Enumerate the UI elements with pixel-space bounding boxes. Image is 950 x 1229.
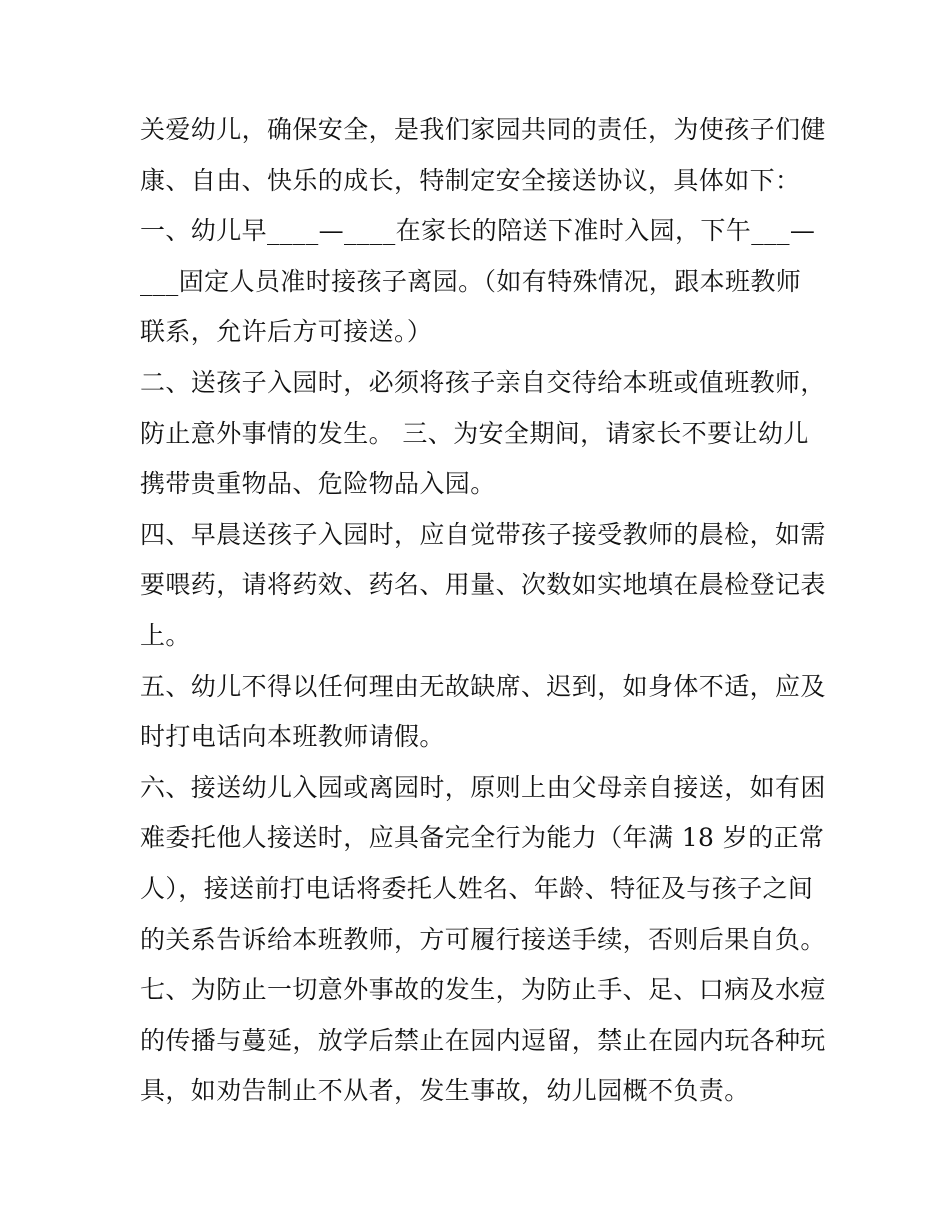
text-line: 上。 — [140, 620, 191, 650]
text-line: 二、送孩子入园时，必须将孩子亲自交待给本班或值班教师， — [140, 367, 826, 397]
text-line: 的传播与蔓延，放学后禁止在园内逗留，禁止在园内玩各种玩 — [140, 1025, 826, 1055]
text-line: 七、为防止一切意外事故的发生，为防止手、足、口病及水痘 — [140, 975, 826, 1005]
text-line: 四、早晨送孩子入园时，应自觉带孩子接受教师的晨检，如需 — [140, 519, 826, 549]
text-line: 一、幼儿早____—____在家长的陪送下准时入园，下午___— — [140, 216, 816, 246]
text-line: 的关系告诉给本班教师，方可履行接送手续，否则后果自负。 — [140, 924, 826, 954]
text-line: 关爱幼儿，确保安全，是我们家园共同的责任，为使孩子们健 — [140, 115, 826, 144]
text-line: 具，如劝告制止不从者，发生事故，幼儿园概不负责。 — [140, 1076, 750, 1106]
text-line: 六、接送幼儿入园或离园时，原则上由父母亲自接送，如有困 — [140, 772, 826, 802]
text-line: 要喂药，请将药效、药名、用量、次数如实地填在晨检登记表 — [140, 570, 826, 600]
text-line: 人），接送前打电话将委托人姓名、年龄、特征及与孩子之间 — [140, 873, 814, 903]
text-line: 防止意外事情的发生。 三、为安全期间，请家长不要让幼儿 — [140, 418, 809, 448]
text-line: 康、自由、快乐的成长，特制定安全接送协议，具体如下： — [140, 165, 801, 195]
document-body — [140, 105, 826, 1117]
text-line: ___固定人员准时接孩子离园。（如有特殊情况，跟本班教师 — [140, 266, 802, 296]
text-line: 携带贵重物品、危险物品入园。 — [140, 469, 496, 499]
text-line: 五、幼儿不得以任何理由无故缺席、迟到，如身体不适，应及 — [140, 671, 826, 701]
text-line: 联系，允许后方可接送。） — [140, 317, 433, 347]
text-line: 时打电话向本班教师请假。 — [140, 722, 445, 752]
text-line: 难委托他人接送时，应具备完全行为能力（年满 18 岁的正常 — [140, 823, 825, 853]
